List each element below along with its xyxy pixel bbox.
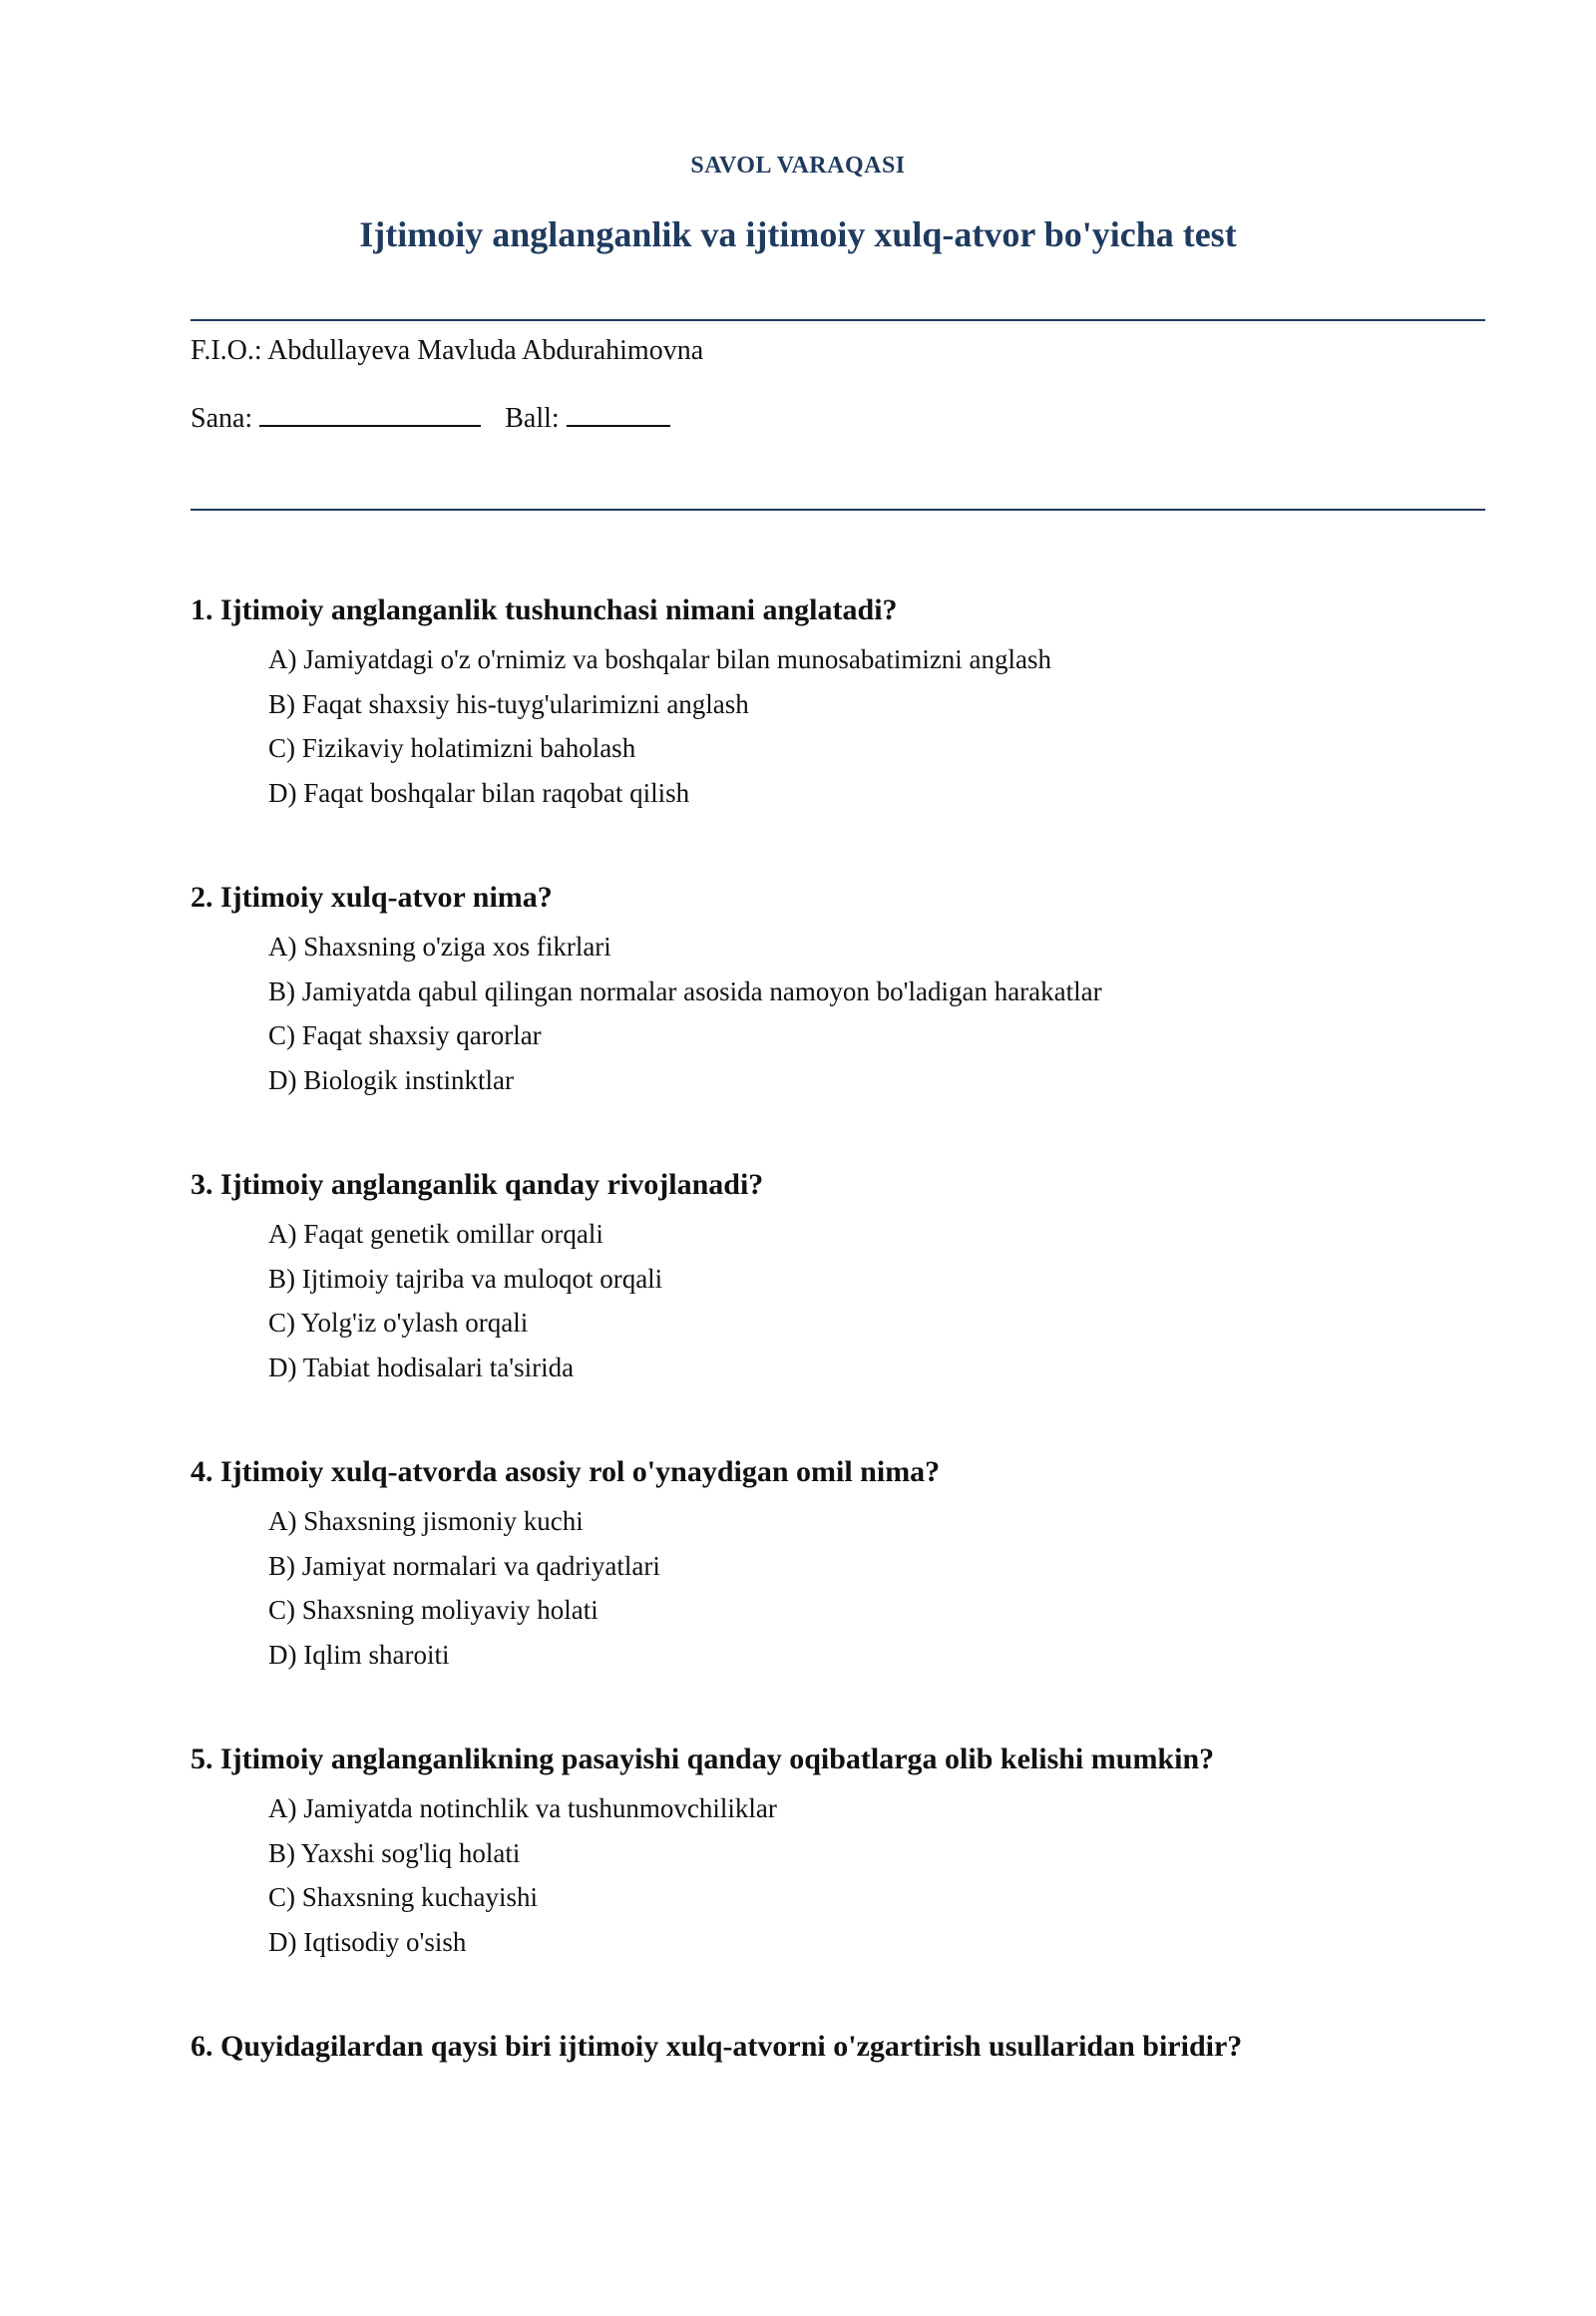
option-a: A) Shaxsning o'ziga xos fikrlari bbox=[268, 932, 611, 962]
option-c: C) Shaxsning kuchayishi bbox=[268, 1882, 538, 1913]
date-score-row bbox=[191, 401, 670, 435]
fio-value: Abdullayeva Mavluda Abdurahimovna bbox=[267, 335, 704, 366]
option-c: C) Yolg'iz o'ylash orqali bbox=[268, 1308, 529, 1339]
option-b: B) Jamiyat normalari va qadriyatlari bbox=[268, 1550, 660, 1581]
question-list bbox=[191, 592, 1487, 2316]
option-b: B) Ijtimoiy tajriba va muloqot orqali bbox=[268, 1263, 663, 1294]
document-subtitle: SAVOL VARAQASI bbox=[690, 153, 906, 179]
document-title: Ijtimoiy anglanganlik va ijtimoiy xulq-atvor bo'yicha test bbox=[359, 214, 1237, 254]
option-a: A) Shaxsning jismoniy kuchi bbox=[268, 1506, 584, 1536]
top-divider bbox=[191, 319, 1485, 321]
question-text: 6. Quyidagilardan qaysi biri ijtimoiy xulq-atvorni o'zgartirish usullaridan biridir? bbox=[191, 2030, 1243, 2063]
option-d: D) Iqtisodiy o'sish bbox=[268, 1927, 467, 1958]
question-text: 3. Ijtimoiy anglanganlik qanday rivojlanadi? bbox=[191, 1168, 764, 1201]
question-text: 1. Ijtimoiy anglanganlik tushunchasi nimani anglatadi? bbox=[191, 593, 898, 626]
question-text: 2. Ijtimoiy xulq-atvor nima? bbox=[191, 881, 553, 914]
fio-field bbox=[191, 335, 703, 367]
option-b: B) Jamiyatda qabul qilingan normalar asosida namoyon bo'ladigan harakatlar bbox=[268, 975, 1102, 1006]
option-d: D) Iqlim sharoiti bbox=[268, 1640, 450, 1671]
bottom-divider bbox=[191, 509, 1485, 511]
option-c: C) Faqat shaxsiy qarorlar bbox=[268, 1020, 542, 1051]
question-6 bbox=[191, 2029, 1487, 2316]
option-a: A) Faqat genetik omillar orqali bbox=[268, 1219, 603, 1249]
question-1 bbox=[191, 592, 1487, 880]
score-label: Ball: bbox=[505, 403, 560, 434]
option-d: D) Biologik instinktlar bbox=[268, 1065, 514, 1096]
option-c: C) Shaxsning moliyaviy holati bbox=[268, 1595, 598, 1626]
question-2 bbox=[191, 880, 1487, 1167]
question-text: 4. Ijtimoiy xulq-atvorda asosiy rol o'ynaydigan omil nima? bbox=[191, 1455, 941, 1488]
date-blank bbox=[259, 401, 481, 427]
option-d: D) Faqat boshqalar bilan raqobat qilish bbox=[268, 778, 690, 809]
option-b: B) Yaxshi sog'liq holati bbox=[268, 1837, 521, 1868]
option-b: B) Faqat shaxsiy his-tuyg'ularimizni anglash bbox=[268, 688, 749, 719]
option-d: D) Tabiat hodisalari ta'sirida bbox=[268, 1352, 575, 1383]
question-4 bbox=[191, 1454, 1487, 1741]
question-text: 5. Ijtimoiy anglanganlikning pasayishi qanday oqibatlarga olib kelishi mumkin? bbox=[191, 1742, 1215, 1775]
option-a: A) Jamiyatdagi o'z o'rnimiz va boshqalar bilan munosabatimizni anglash bbox=[268, 644, 1052, 674]
date-label: Sana: bbox=[191, 403, 253, 434]
option-c: C) Fizikaviy holatimizni baholash bbox=[268, 733, 636, 764]
question-5 bbox=[191, 1741, 1487, 2029]
question-3 bbox=[191, 1167, 1487, 1454]
option-a: A) Jamiyatda notinchlik va tushunmovchiliklar bbox=[268, 1793, 777, 1823]
fio-label: F.I.O.: bbox=[191, 335, 262, 366]
score-blank bbox=[567, 401, 670, 427]
